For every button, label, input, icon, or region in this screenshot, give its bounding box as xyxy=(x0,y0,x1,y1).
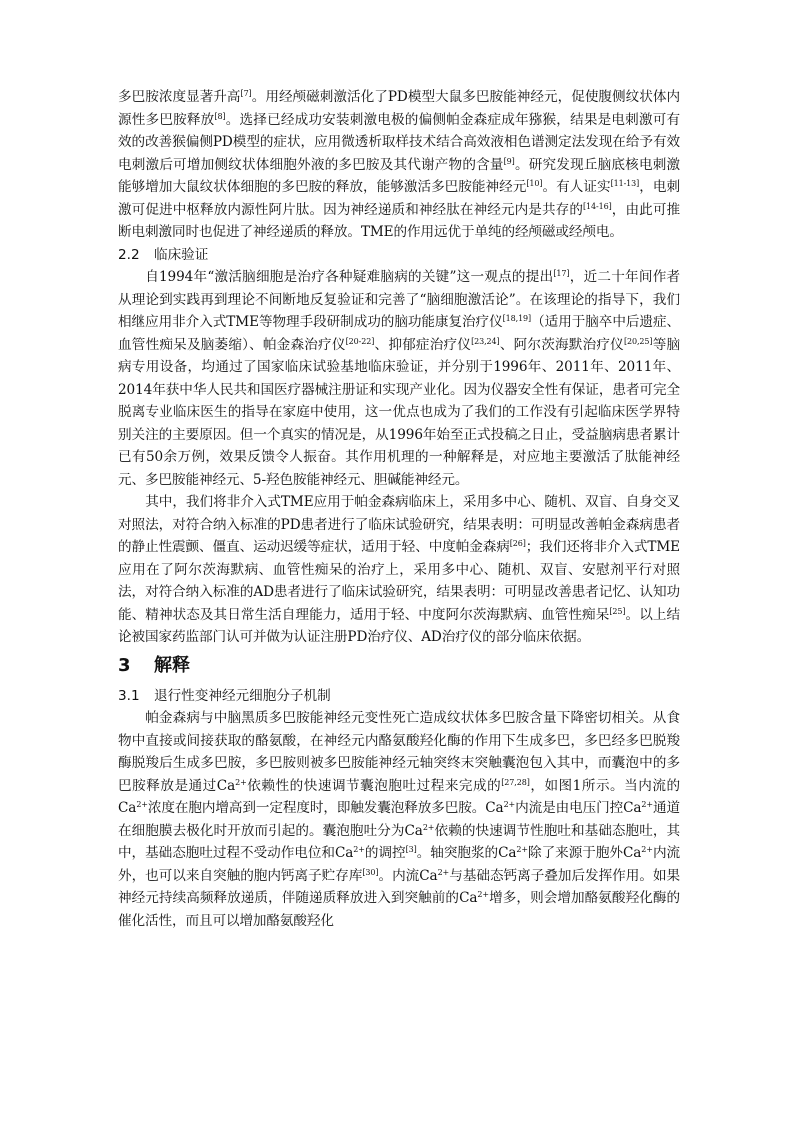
paragraph-tms-dopamine: 多巴胺浓度显著升高[7]。用经颅磁刺激活化了PD模型大鼠多巴胺能神经元，促使腹侧纹状体内源性多巴胺释放[8]。选择已经成功安装刺激电极的偏侧帕金森症成年猕猴，结果是电刺激可有效的改善猴偏侧PD模型的症状，应用微透析取样技术结合高效液相色谱测定法发现在给予有效电刺激后可增加侧纹状体细胞外液的多巴胺及其代谢产物的含量[9]。研究发现丘脑底核电刺激能够增加大鼠纹状体细胞的多巴胺的释放，能够激活多巴胺能神经元[10]。有人证实[11-13]，电刺激可促进中枢释放内源性阿片肽。因为神经递质和神经肽在神经元内是共存的[14-16]，由此可推断电刺激同时也促进了神经递质的释放。TME的作用远优于单纯的经颅磁或经颅电。 xyxy=(118,89,681,240)
citation: [3] xyxy=(405,845,417,854)
citation: [10] xyxy=(526,179,543,188)
citation: [8] xyxy=(214,111,226,121)
citation: [7] xyxy=(240,89,252,98)
paragraph-molecular-mechanism: 帕金森病与中脑黑质多巴胺能神经元变性死亡造成纹状体多巴胺含量下降密切相关。从食物中直接或间接获取的酪氨酸，在神经元内酪氨酸羟化酶的作用下生成多巴，多巴经多巴脱羧酶脱羧后生成多巴胺，多巴胺则被多巴胺能神经元轴突终末突触囊泡包入其中，而囊泡中的多巴胺释放是通过$Ca^{2+}$依赖性的快速调节囊泡胞吐过程来完成的[27,28]，如图1所示。当内流的$Ca^{2+}$浓度在胞内增高到一定程度时，即触发囊泡释放多巴胺。$Ca^{2+}$内流是由电压门控$Ca^{2+}$通道在细胞膜去极化时开放而引起的。囊泡胞吐分为$Ca^{2+}$依赖的快速调节性胞吐和基础态胞吐，其中，基础态胞吐过程不受动作电位和$Ca^{2+}$的调控[3]。轴突胞浆的$Ca^{2+}$除了来源于胞外$Ca^{2+}$内流外，也可以来自突触的胞内钙离子贮存库[30]。内流$Ca^{2+}$与基础态钙离子叠加后发挥作用。如果神经元持续高频释放递质，伴随递质释放进入到突触前的$Ca^{2+}$增多，则会增加酪氨酸羟化酶的催化活性，而且可以增加酪氨酸羟化 xyxy=(118,710,681,929)
citation: [26] xyxy=(509,539,526,548)
section-heading-3-1: 3.1 退行性变神经元细胞分子机制 xyxy=(118,687,331,704)
citation: [30] xyxy=(362,867,379,877)
citation: [23,24] xyxy=(471,336,500,346)
paragraph-clinical-validation: 自1994年“激活脑细胞是治疗各种疑难脑病的关键”这一观点的提出[17]，近二十年间作者从理论到实践再到理论不间断地反复验证和完善了“脑细胞激活论”。在该理论的指导下，我们相继应用非介入式TME等物理手段研制成功的脑功能康复治疗仪[18,19]（适用于脑卒中后遗症、血管性痴呆及脑萎缩）、帕金森治疗仪[20-22]、抑郁症治疗仪[23,24]、阿尔茨海默治疗仪[20,25]等脑病专用设备，均通过了国家临床试验基地临床验证，并分别于1996年、2011年、2011年、2014年获中华人民共和国医疗器械注册证和实现产业化。因为仪器安全性有保证，患者可完全脱离专业临床医生的指导在家庭中使用，这一优点也成为了我们的工作没有引起临床医学界特别关注的主要原因。但一个真实的情况是，从1996年始至正式投稿之日止，受益脑病患者累计已有50余万例，效果反馈令人振奋。其作用机理的一种解释是，对应地主要激活了肽能神经元、多巴胺能神经元、5-羟色胺能神经元、胆碱能神经元。 xyxy=(118,269,681,488)
citation: [18,19] xyxy=(502,314,532,323)
citation: [11-13] xyxy=(610,179,640,188)
citation: [14-16] xyxy=(583,201,612,211)
section-heading-3: 3 解释 xyxy=(118,654,190,676)
section-heading-2-2: 2.2 临床验证 xyxy=(118,246,209,263)
citation: [27,28] xyxy=(501,777,530,787)
citation: [9] xyxy=(503,156,515,166)
citation: [17] xyxy=(553,269,570,278)
citation: [20,25] xyxy=(623,336,653,346)
paragraph-clinical-trials: 其中，我们将非介入式TME应用于帕金森病临床上，采用多中心、随机、双盲、自身交叉对照法，对符合纳入标准的PD患者进行了临床试验研究，结果表明：可明显改善帕金森病患者的静止性震颤、僵直、运动迟缓等症状，适用于轻、中度帕金森病[26]；我们还将非介入式TME应用在了阿尔茨海默病、血管性痴呆的治疗上，采用多中心、随机、双盲、安慰剂平行对照法，对符合纳入标准的AD患者进行了临床试验研究，结果表明：可明显改善患者记忆、认知功能、精神状态及其日常生活自理能力，适用于轻、中度阿尔茨海默病、血管性痴呆[25]。以上结论被国家药监部门认可并做为认证注册PD治疗仪、AD治疗仪的部分临床依据。 xyxy=(118,494,680,645)
citation: [25] xyxy=(609,606,626,616)
citation: [20-22] xyxy=(345,336,375,346)
paper-page xyxy=(118,86,680,932)
